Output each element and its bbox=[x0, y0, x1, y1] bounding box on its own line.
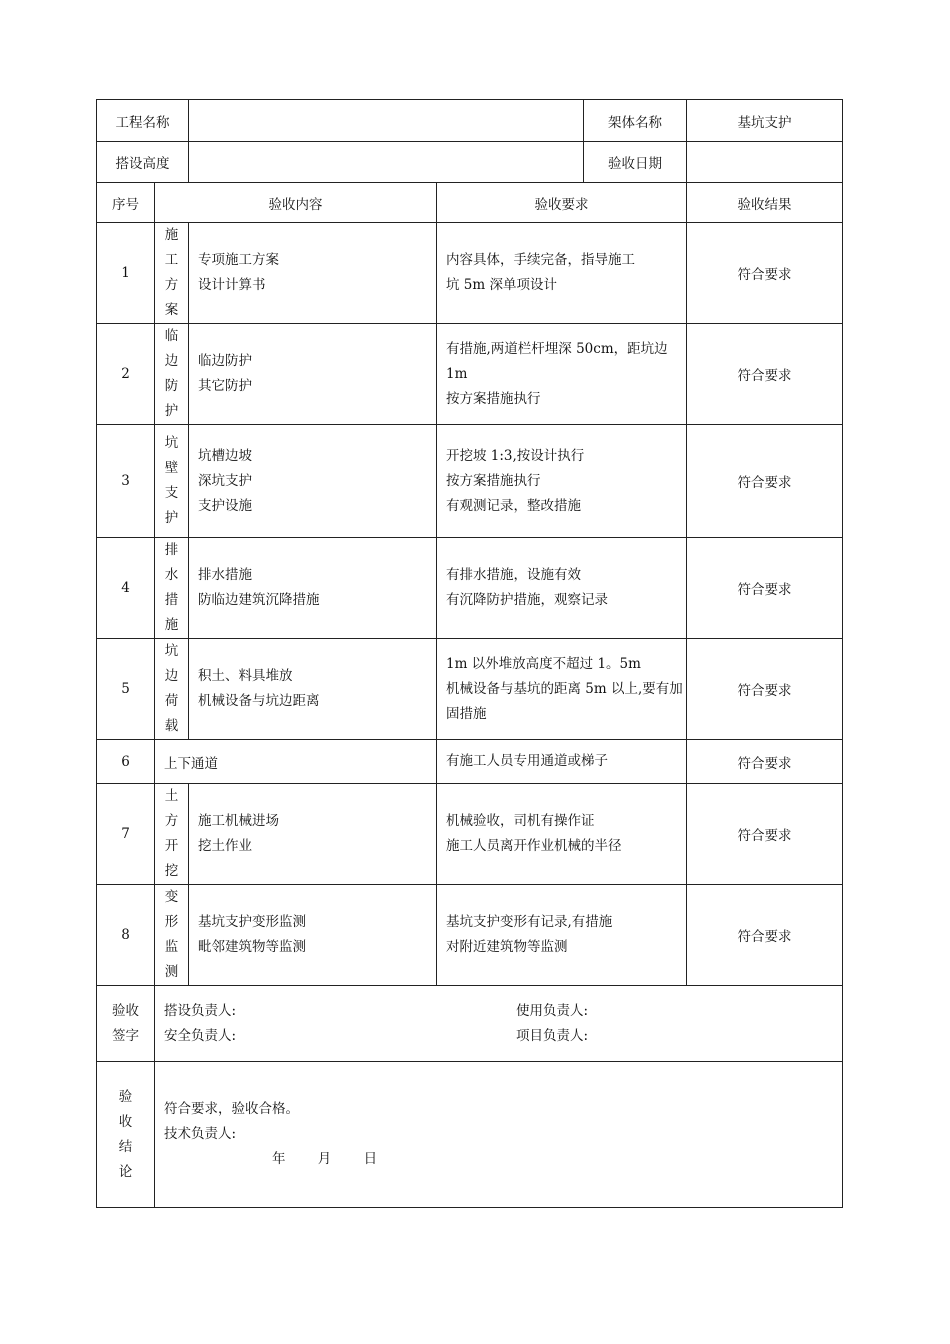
acceptance-date-label: 验收日期 bbox=[584, 142, 687, 183]
table-row bbox=[97, 885, 843, 986]
row-requirements: 有施工人员专用通道或梯子 bbox=[437, 740, 687, 784]
row-result: 符合要求 bbox=[687, 425, 843, 538]
row-result: 符合要求 bbox=[687, 223, 843, 324]
project-name-value bbox=[189, 100, 584, 142]
conclusion-date bbox=[164, 1147, 842, 1172]
row-items: 坑槽边坡 深坑支护 支护设施 bbox=[189, 425, 437, 538]
signature-row bbox=[97, 986, 843, 1062]
date-day: 日 bbox=[363, 1151, 378, 1167]
date-month: 月 bbox=[317, 1151, 332, 1167]
row-result: 符合要求 bbox=[687, 784, 843, 885]
erection-height-value bbox=[189, 142, 584, 183]
tech-signature: 技术负责人: bbox=[164, 1126, 237, 1142]
row-category: 临 边 防 护 bbox=[155, 324, 189, 425]
frame-name-label: 架体名称 bbox=[584, 100, 687, 142]
row-number: 8 bbox=[97, 885, 155, 986]
conclusion-content bbox=[155, 1062, 843, 1208]
col-header-result: 验收结果 bbox=[687, 183, 843, 223]
conclusion-row bbox=[97, 1062, 843, 1208]
header-row-2 bbox=[97, 142, 843, 183]
row-number: 4 bbox=[97, 538, 155, 639]
row-number: 5 bbox=[97, 639, 155, 740]
acceptance-form bbox=[96, 99, 843, 1208]
erector-signature: 搭设负责人: bbox=[164, 1002, 237, 1019]
row-number: 2 bbox=[97, 324, 155, 425]
conclusion-label: 验 收 结 论 bbox=[97, 1062, 155, 1208]
row-requirements: 机械验收，司机有操作证 施工人员离开作业机械的半径 bbox=[437, 784, 687, 885]
row-category: 坑 壁 支 护 bbox=[155, 425, 189, 538]
col-header-no: 序号 bbox=[97, 183, 155, 223]
row-items: 积土、料具堆放 机械设备与坑边距离 bbox=[189, 639, 437, 740]
row-result: 符合要求 bbox=[687, 639, 843, 740]
row-result: 符合要求 bbox=[687, 324, 843, 425]
date-year: 年 bbox=[272, 1151, 286, 1167]
row-category: 土 方 开 挖 bbox=[155, 784, 189, 885]
row-number: 7 bbox=[97, 784, 155, 885]
erection-height-label: 搭设高度 bbox=[97, 142, 189, 183]
row-items: 临边防护 其它防护 bbox=[189, 324, 437, 425]
row-requirements: 内容具体，手续完备，指导施工 坑 5m 深单项设计 bbox=[437, 223, 687, 324]
row-number: 6 bbox=[97, 740, 155, 784]
row-items: 排水措施 防临边建筑沉降措施 bbox=[189, 538, 437, 639]
row-items: 专项施工方案 设计计算书 bbox=[189, 223, 437, 324]
row-number: 3 bbox=[97, 425, 155, 538]
signature-fields bbox=[155, 986, 843, 1062]
table-row bbox=[97, 740, 843, 784]
row-category: 上下通道 bbox=[155, 740, 437, 784]
row-category: 排 水 措 施 bbox=[155, 538, 189, 639]
row-category: 坑 边 荷 载 bbox=[155, 639, 189, 740]
safety-signature: 安全负责人: bbox=[164, 1027, 237, 1044]
col-header-requirement: 验收要求 bbox=[437, 183, 687, 223]
column-header-row bbox=[97, 183, 843, 223]
frame-name-value: 基坑支护 bbox=[687, 100, 843, 142]
table-row bbox=[97, 784, 843, 885]
row-category: 施 工 方 案 bbox=[155, 223, 189, 324]
row-requirements: 基坑支护变形有记录,有措施 对附近建筑物等监测 bbox=[437, 885, 687, 986]
project-name-label: 工程名称 bbox=[97, 100, 189, 142]
row-result: 符合要求 bbox=[687, 740, 843, 784]
row-items: 基坑支护变形监测 毗邻建筑物等监测 bbox=[189, 885, 437, 986]
row-number: 1 bbox=[97, 223, 155, 324]
table-row bbox=[97, 538, 843, 639]
table-row bbox=[97, 324, 843, 425]
row-requirements: 有排水措施，设施有效 有沉降防护措施，观察记录 bbox=[437, 538, 687, 639]
project-signature: 项目负责人: bbox=[516, 1027, 589, 1044]
row-result: 符合要求 bbox=[687, 538, 843, 639]
header-row-1 bbox=[97, 100, 843, 142]
table-row bbox=[97, 639, 843, 740]
row-category: 变 形 监 测 bbox=[155, 885, 189, 986]
row-result: 符合要求 bbox=[687, 885, 843, 986]
table-row bbox=[97, 223, 843, 324]
row-requirements: 有措施,两道栏杆埋深 50cm，距坑边 1m 按方案措施执行 bbox=[437, 324, 687, 425]
col-header-content: 验收内容 bbox=[155, 183, 437, 223]
table-row bbox=[97, 425, 843, 538]
signature-label: 验收 签字 bbox=[97, 986, 155, 1062]
acceptance-date-value bbox=[687, 142, 843, 183]
conclusion-text: 符合要求，验收合格。 bbox=[164, 1101, 299, 1117]
row-items: 施工机械进场 挖土作业 bbox=[189, 784, 437, 885]
row-requirements: 开挖坡 1:3,按设计执行 按方案措施执行 有观测记录，整改措施 bbox=[437, 425, 687, 538]
user-signature: 使用负责人: bbox=[516, 1002, 589, 1019]
row-requirements: 1m 以外堆放高度不超过 1。5m 机械设备与基坑的距离 5m 以上,要有加固措施 bbox=[437, 639, 687, 740]
